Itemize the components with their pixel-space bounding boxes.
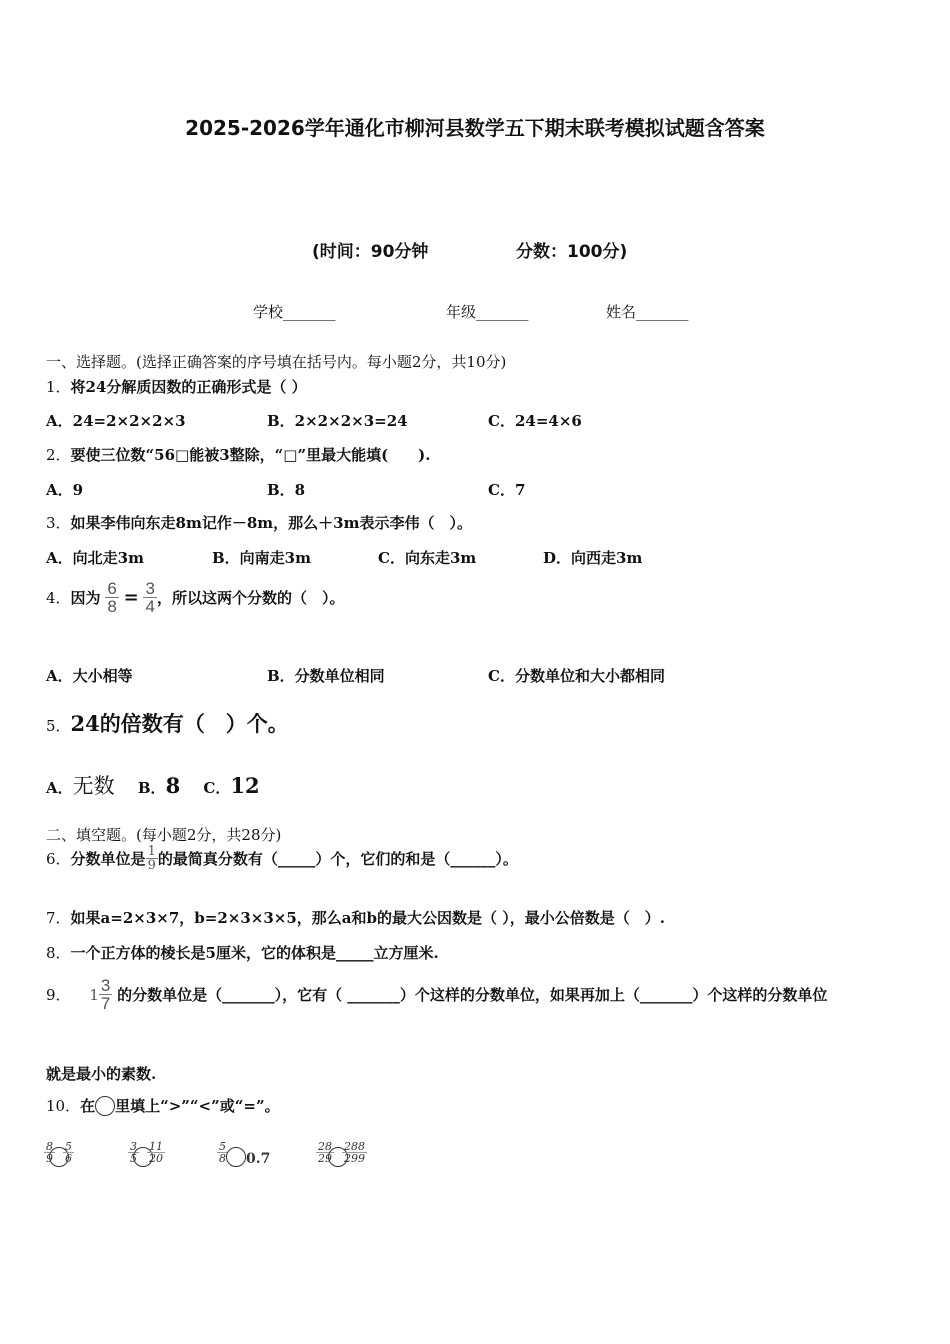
numerator: 5: [219, 1139, 226, 1153]
question-text-post: 的最简真分数有（_____）个，它们的和是（______）。: [157, 850, 518, 868]
denominator: 9: [46, 1151, 53, 1165]
denominator: 6: [65, 1151, 72, 1165]
denominator: 9: [147, 858, 156, 873]
school-field: 学校_______: [253, 303, 336, 321]
question-6: [46, 845, 518, 872]
question-3: [46, 512, 472, 533]
fraction-5-6: [63, 1141, 74, 1164]
fraction-11-20: [147, 1141, 165, 1164]
question-number: 9．: [46, 986, 71, 1004]
name-field: 姓名_______: [606, 303, 689, 321]
option-5a-value: 无数: [72, 774, 115, 798]
question-text: 如果a=2×3×7，b=2×3×3×5，那么a和b的最大公因数是（ ），最小公倍数是（ ）.: [70, 909, 665, 927]
option-3a: A．向北走3m: [46, 549, 144, 567]
fraction-1-9: [146, 845, 158, 872]
option-1a: A．24=2×2×2×3: [46, 412, 186, 430]
question-text: 就是最小的素数.: [46, 1065, 157, 1083]
section-2-heading: 二、填空题。(每小题2分，共28分): [46, 826, 282, 844]
score-label: 分数：100分): [516, 242, 628, 262]
numerator: 8: [46, 1139, 53, 1153]
option-2b: B．8: [267, 481, 306, 499]
question-text-post: ，所以这两个分数的（ ）。: [156, 589, 345, 607]
fraction-288-299: [342, 1141, 367, 1164]
question-7: [46, 907, 665, 928]
option-5a-label: A．: [46, 779, 73, 797]
question-text: 的分数单位是（_______），它有（ _______）个这样的分数单位，如果再加上（_______）个这样的分数单位: [117, 986, 828, 1004]
equals-sign: =: [123, 587, 139, 608]
denominator: 8: [107, 597, 117, 616]
numerator: 3: [130, 1139, 137, 1153]
question-5: [46, 708, 289, 738]
question-2: [46, 444, 431, 465]
option-4b: B．分数单位相同: [267, 667, 385, 685]
numerator: 5: [65, 1139, 72, 1153]
denominator: 4: [145, 597, 155, 616]
circle-icon: [95, 1096, 115, 1116]
option-4c: C．分数单位和大小都相同: [488, 667, 665, 685]
option-2c: C．7: [488, 481, 526, 499]
denominator: 7: [100, 994, 111, 1013]
question-number: 4．: [46, 589, 71, 607]
option-2a: A．9: [46, 481, 84, 499]
fraction-3-4: [143, 580, 156, 615]
comparison-3: [217, 1137, 270, 1167]
option-3d: D．向西走3m: [543, 549, 643, 567]
fraction-3-7: [99, 977, 112, 1012]
question-number: 1．: [46, 378, 71, 396]
mixed-number-whole: 1: [89, 985, 99, 1004]
grade-field: 年级_______: [446, 303, 529, 321]
options-5: [46, 770, 260, 800]
page-title: 2025-2026学年通化市柳河县数学五下期末联考模拟试题含答案: [185, 116, 765, 140]
denominator: 29: [318, 1151, 332, 1165]
numerator: 6: [107, 579, 117, 598]
numerator: 28: [318, 1139, 332, 1153]
denominator: 20: [149, 1151, 163, 1165]
question-text: 将24分解质因数的正确形式是（ ）: [70, 378, 307, 396]
fraction-6-8: [105, 580, 118, 615]
question-number: 3．: [46, 514, 71, 532]
compare-circle[interactable]: [226, 1147, 246, 1167]
numerator: 3: [145, 579, 155, 598]
question-number: 7．: [46, 909, 71, 927]
question-number: 2．: [46, 446, 71, 464]
question-text-pre: 在: [80, 1097, 96, 1115]
question-text: 一个正方体的棱长是5厘米，它的体积是_____立方厘米.: [70, 944, 439, 962]
denominator: 5: [130, 1151, 137, 1165]
option-4a: A．大小相等: [46, 667, 133, 685]
comparison-4: [316, 1137, 367, 1167]
numerator: 1: [147, 844, 156, 859]
question-9: [46, 977, 827, 1012]
question-text: 要使三位数“56□能被3整除，“□”里最大能填( ).: [70, 446, 431, 464]
denominator: 8: [219, 1151, 226, 1165]
question-number: 6．: [46, 850, 71, 868]
question-4: [46, 580, 344, 615]
question-1: [46, 376, 307, 397]
option-3c: C．向东走3m: [378, 549, 477, 567]
question-text-pre: 分数单位是: [70, 850, 146, 868]
option-5c-value: 12: [230, 773, 260, 798]
section-1-heading: 一、选择题。(选择正确答案的序号填在括号内。每小题2分，共10分): [46, 353, 507, 371]
option-1b: B．2×2×2×3=24: [267, 412, 408, 430]
question-8: [46, 942, 439, 963]
question-text-post: 里填上“>”“<”或“=”。: [115, 1097, 280, 1115]
question-text: 24的倍数有（ ）个。: [70, 711, 289, 736]
decimal-value: 0.7: [246, 1151, 271, 1167]
numerator: 3: [100, 976, 111, 995]
option-1c: C．24=4×6: [488, 412, 582, 430]
question-text: 如果李伟向东走8m记作－8m，那么＋3m表示李伟（ ）。: [70, 514, 472, 532]
numerator: 288: [344, 1139, 365, 1153]
comparison-1: [44, 1137, 74, 1167]
question-text-pre: 因为: [70, 589, 101, 607]
option-5c-label: C．: [203, 779, 231, 797]
comparison-2: [128, 1137, 165, 1167]
option-5b-label: B．: [137, 779, 166, 797]
question-10: [46, 1095, 280, 1116]
question-9-continued: [46, 1063, 156, 1084]
option-5b-value: 8: [165, 773, 181, 798]
time-label: (时间：90分钟: [312, 242, 429, 262]
numerator: 11: [149, 1139, 163, 1153]
question-number: 10．: [46, 1097, 81, 1115]
question-number: 8．: [46, 944, 71, 962]
denominator: 299: [344, 1151, 365, 1165]
question-number: 5．: [46, 717, 71, 735]
option-3b: B．向南走3m: [212, 549, 311, 567]
